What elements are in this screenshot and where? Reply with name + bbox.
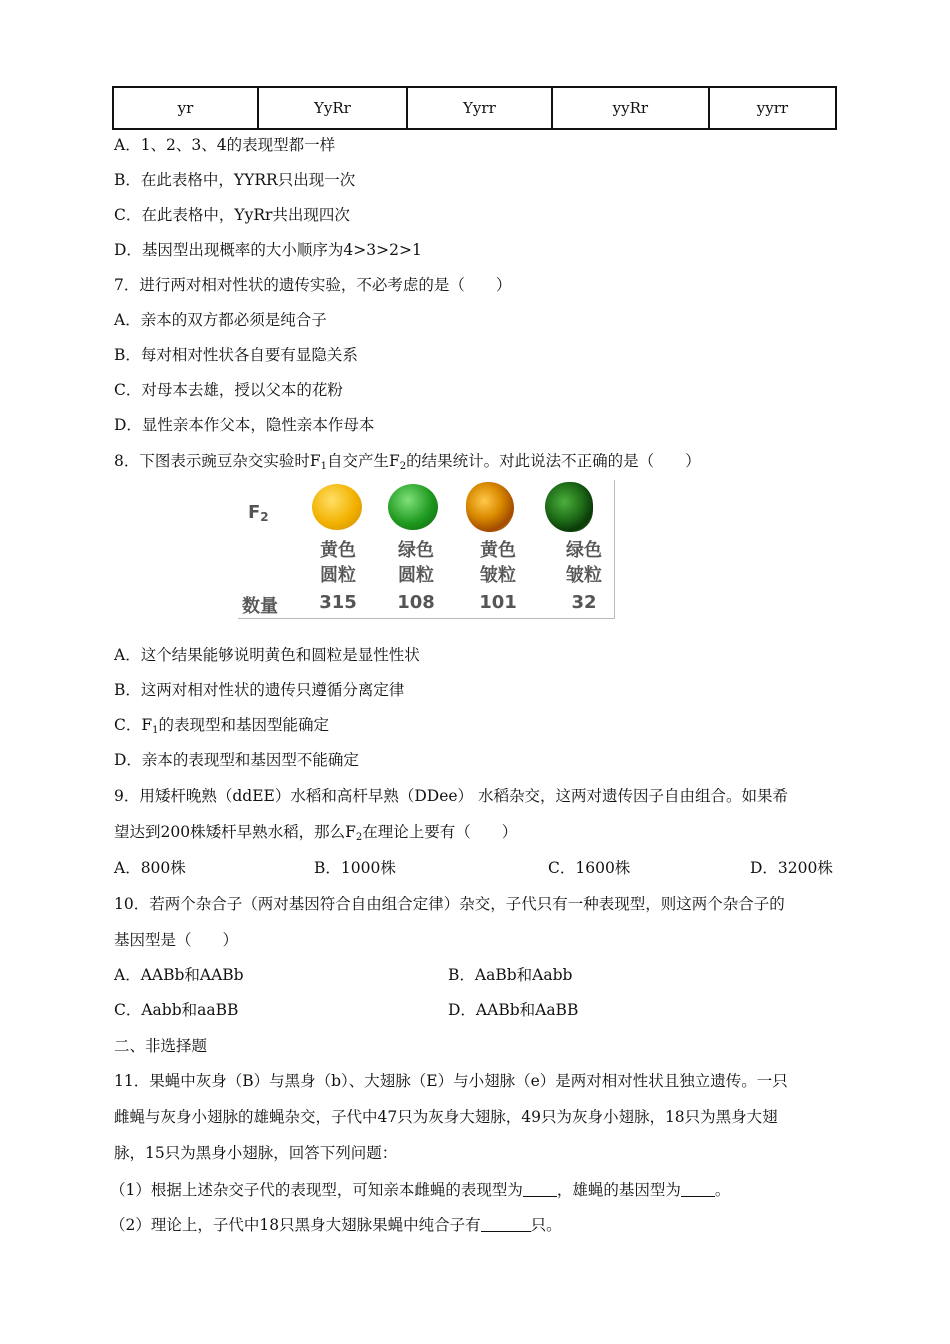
pea-cross-figure bbox=[238, 480, 615, 619]
phenotype-green-wrinkled: 绿色 皱粒 bbox=[566, 540, 602, 586]
q9-option-c: C．1600株 bbox=[548, 859, 631, 877]
q8-stem: 8．下图表示豌豆杂交实验时$F_1$自交产生$F_2$的结果统计。对此说法不正确的是（ ） bbox=[114, 452, 701, 472]
table-row bbox=[113, 87, 836, 129]
count-value: 101 bbox=[479, 592, 517, 613]
q11-stem-line1: 11．果蝇中灰身（B）与黑身（b）、大翅脉（E）与小翅脉（e）是两对相对性状且独立遗传。一只 bbox=[114, 1072, 788, 1090]
table-cell: YyRr bbox=[258, 87, 407, 129]
q10-stem-line1: 10．若两个杂合子（两对基因符合自由组合定律）杂交，子代只有一种表现型，则这两个杂合子的 bbox=[114, 895, 785, 913]
phenotype-yellow-round: 黄色 圆粒 bbox=[320, 540, 356, 586]
q11-stem-line2: 雌蝇与灰身小翅脉的雄蝇杂交，子代中47只为灰身大翅脉，49只为灰身小翅脉，18只为黑身大翅 bbox=[114, 1108, 778, 1126]
q9-stem-line1: 9．用矮杆晚熟（ddEE）水稻和高杆早熟（DDee） 水稻杂交，这两对遗传因子自由组合。如果希 bbox=[114, 787, 788, 805]
q7-option-d: D．显性亲本作父本，隐性亲本作母本 bbox=[114, 416, 375, 434]
count-label: 数量 bbox=[242, 596, 278, 617]
q6-option-c: C．在此表格中，YyRr共出现四次 bbox=[114, 206, 350, 224]
q9-option-a: A．800株 bbox=[114, 859, 186, 877]
q9-option-b: B．1000株 bbox=[314, 859, 396, 877]
q7-option-c: C．对母本去雄，授以父本的花粉 bbox=[114, 381, 343, 399]
phenotype-green-round: 绿色 圆粒 bbox=[398, 540, 434, 586]
q10-option-a: A．AABb和AABb bbox=[114, 966, 244, 984]
q8-option-a: A．这个结果能够说明黄色和圆粒是显性性状 bbox=[114, 646, 420, 664]
table-cell: yr bbox=[113, 87, 258, 129]
genotype-table bbox=[112, 86, 837, 130]
q7-option-a: A．亲本的双方都必须是纯合子 bbox=[114, 311, 327, 329]
q8-option-d: D．亲本的表现型和基因型不能确定 bbox=[114, 751, 359, 769]
green-round-pea-icon bbox=[388, 484, 438, 530]
table-cell: yyrr bbox=[709, 87, 836, 129]
q6-option-a: A．1、2、3、4的表现型都一样 bbox=[114, 136, 336, 154]
answer-blank[interactable] bbox=[523, 1182, 557, 1197]
count-value: 315 bbox=[319, 592, 357, 613]
q7-option-b: B．每对相对性状各自要有显隐关系 bbox=[114, 346, 358, 364]
q8-option-c: C．$F_1$的表现型和基因型能确定 bbox=[114, 716, 330, 736]
q7-stem: 7．进行两对相对性状的遗传实验，不必考虑的是（ ） bbox=[114, 276, 512, 294]
section-heading: 二、非选择题 bbox=[114, 1037, 208, 1055]
yellow-wrinkled-pea-icon bbox=[466, 482, 514, 532]
yellow-round-pea-icon bbox=[312, 484, 362, 530]
count-value: 32 bbox=[571, 592, 597, 613]
q11-subquestion-1: （1）根据上述杂交子代的表现型，可知亲本雌蝇的表现型为 ，雄蝇的基因型为 。 bbox=[110, 1181, 731, 1199]
answer-blank[interactable] bbox=[481, 1217, 531, 1232]
answer-blank[interactable] bbox=[681, 1182, 715, 1197]
q6-option-b: B．在此表格中，YYRR只出现一次 bbox=[114, 171, 356, 189]
q11-stem-line3: 脉，15只为黑身小翅脉，回答下列问题： bbox=[114, 1144, 398, 1162]
table-cell: Yyrr bbox=[407, 87, 552, 129]
table-cell: yyRr bbox=[552, 87, 709, 129]
q10-option-b: B．AaBb和Aabb bbox=[448, 966, 573, 984]
q11-subquestion-2: （2）理论上，子代中18只黑身大翅脉果蝇中纯合子有 只。 bbox=[110, 1216, 562, 1234]
q10-stem-line2: 基因型是（ ） bbox=[114, 931, 239, 949]
q10-option-c: C．Aabb和aaBB bbox=[114, 1001, 239, 1019]
f2-label: $F_2$ bbox=[248, 502, 269, 524]
q6-option-d: D．基因型出现概率的大小顺序为4>3>2>1 bbox=[114, 241, 422, 259]
q9-stem-line2: 望达到200株矮杆早熟水稻，那么$F_2$在理论上要有（ ） bbox=[114, 823, 518, 843]
q9-option-d: D．3200株 bbox=[750, 859, 833, 877]
phenotype-yellow-wrinkled: 黄色 皱粒 bbox=[480, 540, 516, 586]
count-value: 108 bbox=[397, 592, 435, 613]
q8-option-b: B．这两对相对性状的遗传只遵循分离定律 bbox=[114, 681, 405, 699]
q10-option-d: D．AABb和AaBB bbox=[448, 1001, 579, 1019]
green-wrinkled-pea-icon bbox=[545, 482, 593, 532]
